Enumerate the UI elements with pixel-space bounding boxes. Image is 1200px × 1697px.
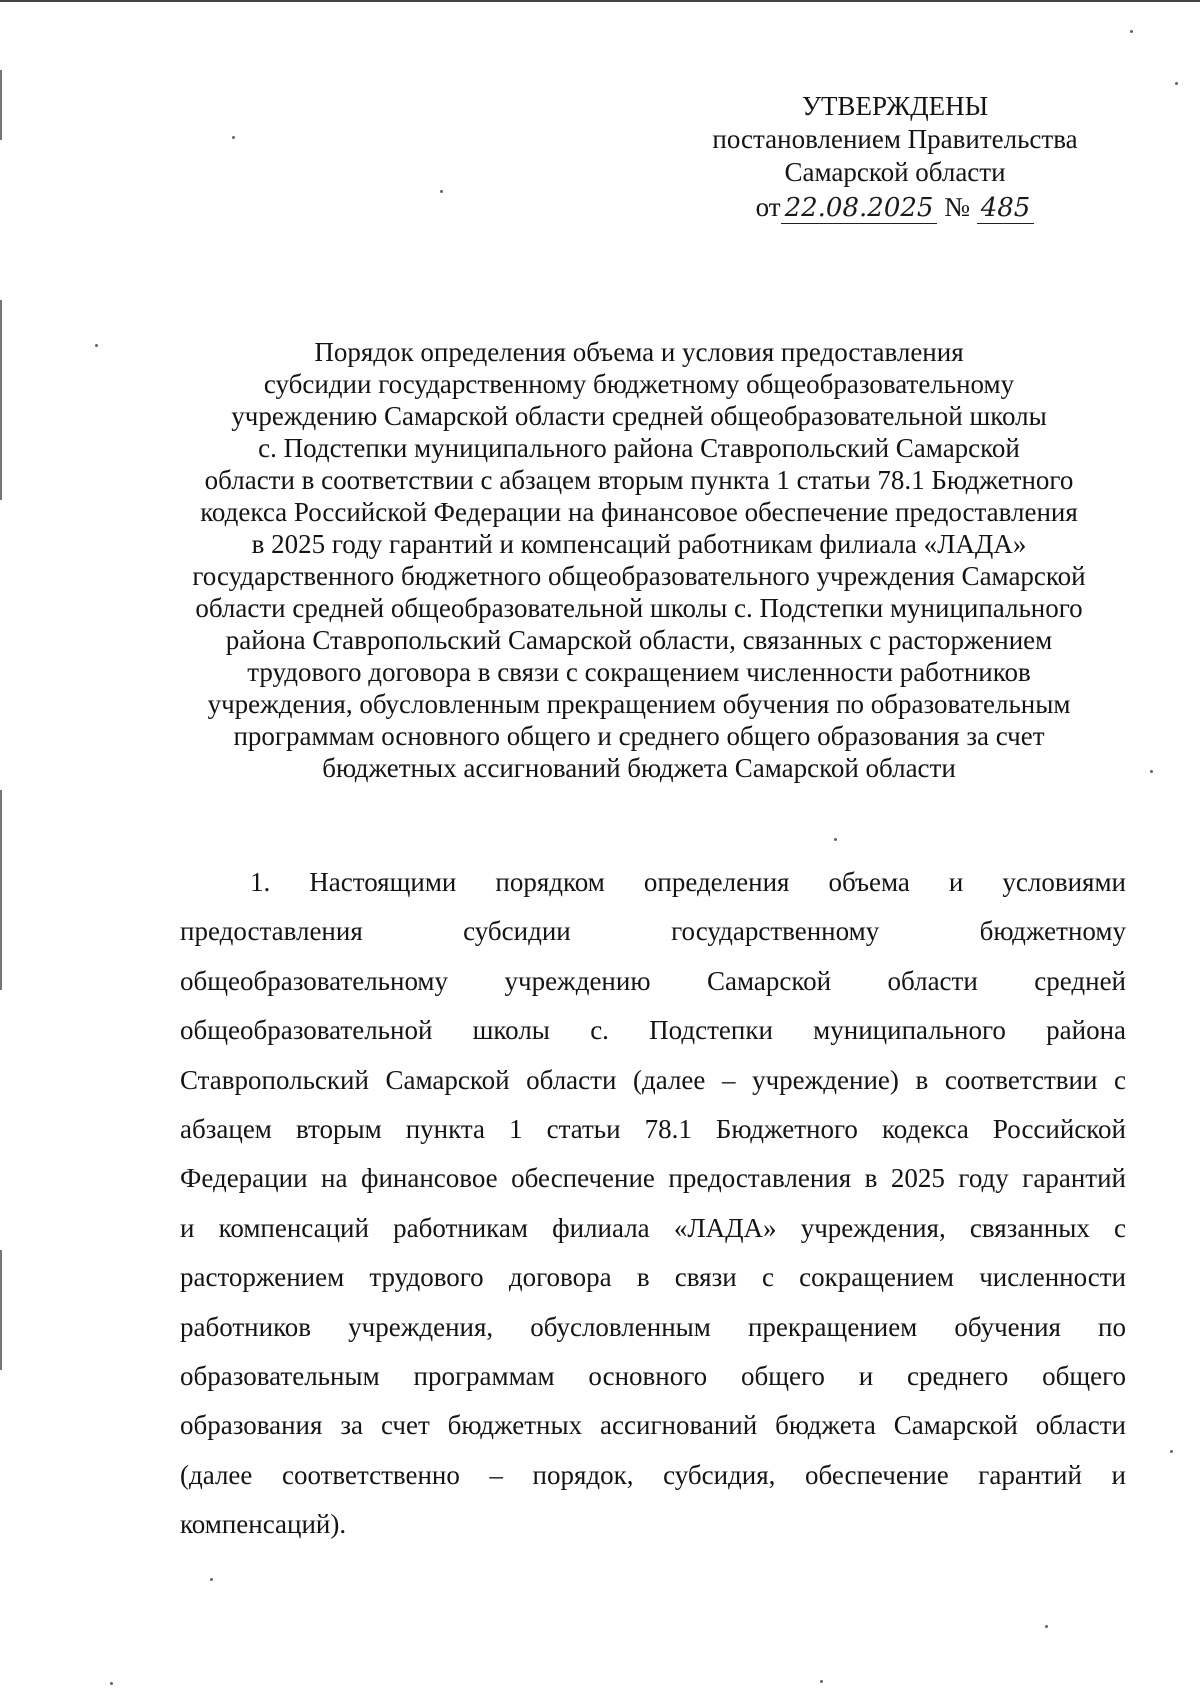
document-title	[170, 336, 1108, 784]
title-line: Порядок определения объема и условия предоставления	[314, 337, 964, 367]
title-line: бюджетных ассигнований бюджета Самарской области	[322, 753, 956, 783]
scan-speck	[1175, 82, 1178, 85]
paragraph-line: расторжением трудового договора в связи с сокращением численности	[180, 1262, 1126, 1293]
paragraph-line: компенсаций).	[180, 1509, 347, 1540]
scan-margin-mark	[0, 300, 2, 500]
title-line: области в соответствии с абзацем вторым пункта 1 статьи 78.1 Бюджетного	[204, 465, 1074, 495]
scan-speck	[232, 136, 235, 139]
scan-speck	[440, 190, 443, 193]
paragraph-line: абзацем вторым пункта 1 статьи 78.1 Бюджетного кодекса Российской	[180, 1113, 1126, 1144]
scan-speck	[110, 1682, 113, 1685]
paragraph-line: и компенсаций работникам филиала «ЛАДА» учреждения, связанных с	[180, 1212, 1126, 1243]
scan-edge-line	[0, 0, 1200, 2]
scan-speck	[834, 838, 837, 841]
title-line: трудового договора в связи с сокращением численности работников	[247, 657, 1031, 687]
title-line: района Ставропольский Самарской области, связанных с расторжением	[225, 625, 1053, 655]
approval-line: Самарской области	[784, 157, 1006, 187]
title-line: государственного бюджетного общеобразовательного учреждения Самарской	[192, 561, 1086, 591]
scan-speck	[1045, 1625, 1048, 1628]
title-line: кодекса Российской Федерации на финансовое обеспечение предоставления	[200, 497, 1078, 527]
paragraph-1	[180, 858, 1126, 1549]
paragraph-line: Ставропольский Самарской области (далее – учреждение) в соответствии с	[180, 1064, 1126, 1095]
paragraph-line: предоставления субсидии государственному бюджетному	[180, 916, 1126, 947]
approval-stamp-block	[660, 90, 1130, 225]
approval-line: постановлением Правительства	[712, 124, 1078, 154]
paragraph-line: (далее соответственно – порядок, субсидия, обеспечение гарантий и	[180, 1459, 1126, 1490]
title-line: учреждения, обусловленным прекращением обучения по образовательным	[207, 689, 1071, 719]
scan-speck	[820, 1680, 823, 1683]
handwritten-number: 485	[977, 193, 1035, 224]
scan-speck	[210, 1578, 213, 1581]
handwritten-date: 22.08.2025	[781, 193, 938, 224]
paragraph-line: Федерации на финансовое обеспечение предоставления в 2025 году гарантий	[180, 1163, 1126, 1194]
paragraph-line: образования за счет бюджетных ассигнований бюджета Самарской области	[180, 1410, 1126, 1441]
scan-margin-mark	[0, 70, 2, 140]
title-line: субсидии государственному бюджетному общеобразовательному	[263, 369, 1015, 399]
scan-speck	[1130, 30, 1133, 33]
paragraph-line: общеобразовательному учреждению Самарской области средней	[180, 965, 1126, 996]
title-line: с. Подстепки муниципального района Ставропольский Самарской	[258, 433, 1020, 463]
scan-speck	[1170, 1450, 1173, 1453]
paragraph-line: образовательным программам основного общего и среднего общего	[180, 1360, 1126, 1391]
title-line: области средней общеобразовательной школы с. Подстепки муниципального	[195, 593, 1083, 623]
date-prefix: от	[755, 192, 781, 222]
paragraph-line: 1. Настоящими порядком определения объема и условиями	[250, 867, 1126, 897]
title-line: программам основного общего и среднего общего образования за счет	[233, 721, 1045, 751]
decree-date-number-line	[660, 191, 1130, 225]
scan-speck	[1150, 770, 1153, 773]
number-sign: №	[944, 192, 970, 222]
paragraph-line: работников учреждения, обусловленным прекращением обучения по	[180, 1311, 1126, 1342]
approval-title: УТВЕРЖДЕНЫ	[801, 91, 989, 121]
scan-margin-mark	[0, 1250, 2, 1370]
paragraph-line: общеобразовательной школы с. Подстепки муниципального района	[180, 1015, 1126, 1046]
scan-speck	[95, 344, 98, 347]
title-line: учреждению Самарской области средней общеобразовательной школы	[231, 401, 1047, 431]
scan-margin-mark	[0, 790, 2, 990]
title-line: в 2025 году гарантий и компенсаций работникам филиала «ЛАДА»	[251, 529, 1027, 559]
